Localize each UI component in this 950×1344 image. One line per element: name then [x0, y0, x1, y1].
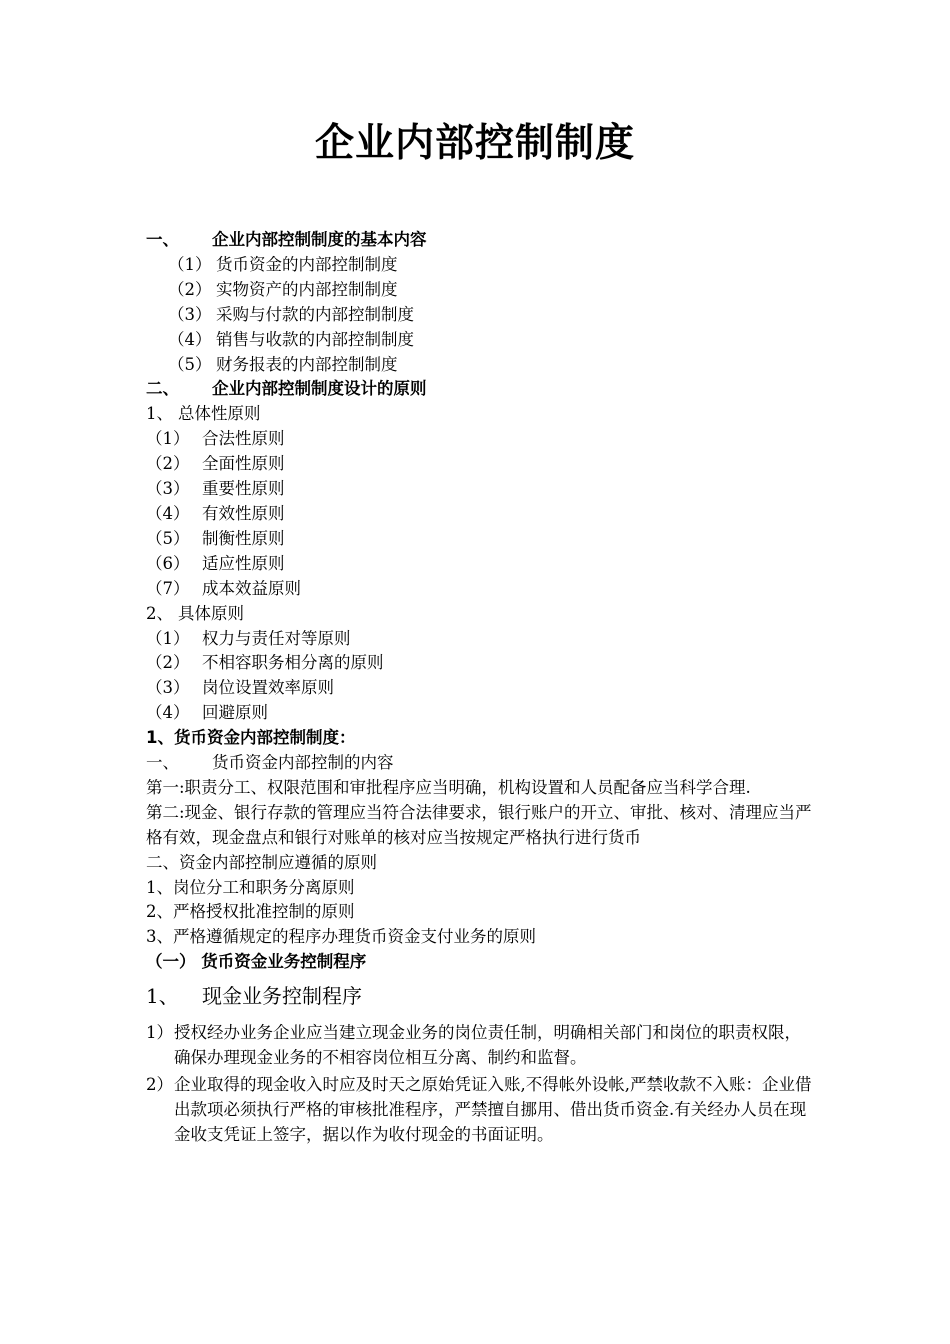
item-text: 重要性原则 [202, 479, 285, 499]
procedure-step [146, 1021, 816, 1071]
item-number: （2） [146, 653, 190, 673]
procedure-heading: （一） 货币资金业务控制程序 [146, 952, 367, 972]
list-item [146, 303, 816, 328]
item-number: （4） [146, 503, 190, 523]
subsection-heading [146, 402, 816, 427]
item-number: （3） [168, 304, 212, 324]
list-item [146, 651, 816, 676]
item-number: （4） [168, 329, 212, 349]
section-2-heading [146, 377, 816, 402]
item-number: （3） [146, 678, 190, 698]
cash-control-heading: 1、货币资金内部控制制度： [146, 728, 356, 748]
subsection-number: 2、 [146, 603, 173, 623]
item-number: （1） [146, 429, 190, 449]
list-item [146, 452, 816, 477]
part-number: 一、 [146, 753, 179, 773]
item-text: 有效性原则 [202, 503, 285, 523]
procedure-number: 1、 [146, 984, 179, 1009]
section-title: 企业内部控制制度的基本内容 [212, 230, 427, 249]
section-title: 企业内部控制制度设计的原则 [212, 379, 427, 399]
paragraph: 第一:职责分工、权限范围和审批程序应当明确，机构设置和人员配备应当科学合理. [146, 777, 751, 797]
item-number: （1） [146, 628, 190, 648]
list-item [146, 527, 816, 552]
subsection-number: 1、 [146, 404, 173, 424]
procedure-step [146, 1073, 816, 1148]
item-text: 采购与付款的内部控制制度 [216, 304, 414, 324]
document-body [146, 228, 816, 1150]
item-number: （4） [146, 703, 190, 723]
list-item [146, 552, 816, 577]
document-title: 企业内部控制制度 [314, 121, 635, 166]
procedure-title: 现金业务控制程序 [202, 984, 362, 1009]
paragraph: 第二:现金、银行存款的管理应当符合法律要求，银行账户的开立、审批、核对、清理应当严格有效，现金盘点和银行对账单的核对应当按规定严格执行进行货币 [146, 802, 812, 847]
item-text: 回避原则 [202, 703, 268, 723]
subsection-heading [146, 602, 816, 627]
list-item [146, 427, 816, 452]
principle-item: 2、严格授权批准控制的原则 [146, 902, 355, 922]
part-title: 货币资金内部控制的内容 [212, 753, 394, 773]
item-text: 不相容职务相分离的原则 [202, 653, 384, 673]
step-text: 授权经办业务企业应当建立现金业务的岗位责任制，明确相关部门和岗位的职责权限，确保办理现金业务的不相容岗位相互分离、制约和监督。 [174, 1023, 801, 1068]
item-number: （7） [146, 578, 190, 598]
subsection-title: 具体原则 [178, 603, 244, 623]
principle-item: 3、严格遵循规定的程序办理货币资金支付业务的原则 [146, 927, 536, 947]
principle-item: 1、岗位分工和职务分离原则 [146, 877, 355, 897]
item-text: 适应性原则 [202, 553, 285, 573]
item-text: 全面性原则 [202, 454, 285, 474]
item-text: 货币资金的内部控制制度 [216, 254, 398, 274]
step-number: 2） [146, 1075, 173, 1094]
list-item [146, 502, 816, 527]
list-item [146, 577, 816, 602]
item-number: （3） [146, 479, 190, 499]
step-number: 1） [146, 1023, 173, 1043]
item-text: 岗位设置效率原则 [202, 678, 334, 698]
item-text: 权力与责任对等原则 [202, 628, 351, 648]
item-text: 制衡性原则 [202, 528, 285, 548]
list-item [146, 328, 816, 353]
list-item [146, 278, 816, 303]
list-item [146, 676, 816, 701]
item-number: （6） [146, 553, 190, 573]
item-number: （5） [146, 528, 190, 548]
section-1-heading [146, 228, 816, 253]
list-item [146, 353, 816, 378]
section-number: 二、 [146, 379, 179, 399]
item-text: 财务报表的内部控制制度 [216, 354, 398, 374]
cash-part-2-heading: 二、资金内部控制应遵循的原则 [146, 852, 377, 872]
section-number: 一、 [146, 230, 179, 249]
cash-part-1-heading [146, 751, 816, 776]
subsection-title: 总体性原则 [178, 404, 261, 424]
cash-procedure-heading [146, 981, 816, 1011]
item-text: 销售与收款的内部控制制度 [216, 329, 414, 349]
list-item [146, 701, 816, 726]
list-item [146, 627, 816, 652]
step-text: 企业取得的现金收入时应及时天之原始凭证入账,不得帐外设帐,严禁收款不入账：企业借出款项必须执行严格的审核批准程序，严禁擅自挪用、借出货币资金.有关经办人员在现金收支凭证上签字，据以作为收付现金的书面证明。 [174, 1075, 812, 1144]
list-item [146, 477, 816, 502]
item-number: （2） [168, 279, 212, 299]
item-text: 合法性原则 [202, 429, 285, 449]
list-item [146, 253, 816, 278]
item-number: （2） [146, 454, 190, 474]
item-text: 成本效益原则 [202, 578, 301, 598]
item-number: （5） [168, 354, 212, 374]
item-number: （1） [168, 254, 212, 274]
item-text: 实物资产的内部控制制度 [216, 279, 398, 299]
